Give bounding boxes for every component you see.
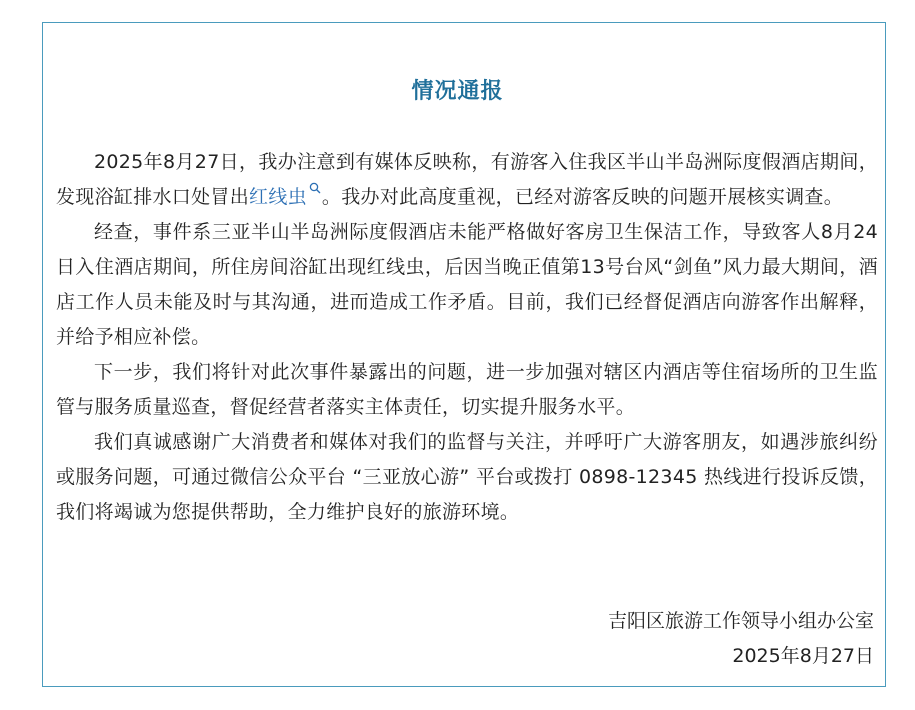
paragraph-1-before-link: 2025年8月27日，我办注意到有媒体反映称，有游客入住我区半山半岛洲际度假酒店期间，发现浴缸排水口处冒出 — [56, 151, 878, 208]
page-title: 情况通报 — [411, 79, 504, 104]
paragraph-1 — [56, 145, 878, 215]
signature-organization: 吉阳区旅游工作领导小组办公室 — [607, 610, 874, 632]
paragraph-3: 下一步，我们将针对此次事件暴露出的问题，进一步加强对辖区内酒店等住宿场所的卫生监管与服务质量巡查，督促经营者落实主体责任，切实提升服务水平。 — [56, 361, 878, 418]
notice-body — [56, 145, 878, 530]
paragraph-2: 经查，事件系三亚半山半岛洲际度假酒店未能严格做好客房卫生保洁工作，导致客人8月24日入住酒店期间，所住房间浴缸出现红线虫，后因当晚正值第13号台风“剑鱼”风力最大期间，酒店工作人员未能及时与其沟通，进而造成工作矛盾。目前，我们已经督促酒店向游客作出解释，并给予相应补偿。 — [56, 221, 878, 348]
paragraph-1-after-link: 。我办对此高度重视，已经对游客反映的问题开展核实调查。 — [321, 186, 844, 208]
signature-block — [608, 604, 874, 674]
search-icon[interactable] — [308, 181, 322, 195]
signature-date: 2025年8月27日 — [732, 645, 874, 667]
red-worm-link[interactable]: 红线虫 — [249, 186, 307, 208]
paragraph-4: 我们真诚感谢广大消费者和媒体对我们的监督与关注，并呼吁广大游客朋友，如遇涉旅纠纷或服务问题，可通过微信公众平台 “三亚放心游” 平台或拨打 0898-12345 热线进行投诉反馈，我们将竭诚为您提供帮助，全力维护良好的旅游环境。 — [56, 431, 878, 523]
